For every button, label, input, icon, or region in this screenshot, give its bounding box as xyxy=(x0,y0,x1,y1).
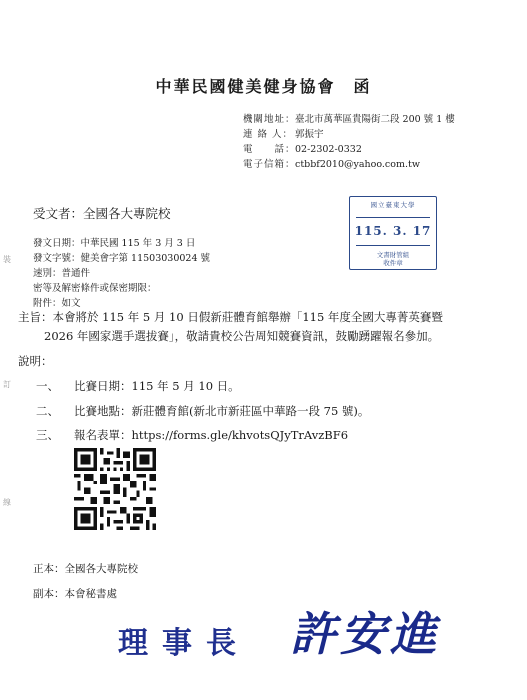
item-number: 三、 xyxy=(36,428,59,442)
carbon-copy-recipient: 副本：本會秘書處 xyxy=(33,588,117,600)
document-title: 中華民國健美健身協會 函 xyxy=(155,77,372,96)
meta-issue-date: 發文日期：中華民國 115 年 3 月 3 日 xyxy=(33,238,196,249)
info-phone xyxy=(243,141,362,155)
list-item xyxy=(36,427,348,443)
info-address-label: 機關地址： xyxy=(243,114,296,125)
chairman-title-stamp: 理事長 xyxy=(118,626,250,661)
info-contact xyxy=(243,126,324,140)
subject-line-1: 主旨：本會將於 115 年 5 月 10 日假新莊體育館舉辦「115 年度全國大專菁英賽暨 xyxy=(18,310,443,324)
main-copy-recipient: 正本：全國各大專院校 xyxy=(33,563,138,575)
info-address-value: 臺北市萬華區貴陽街二段 200 號 1 樓 xyxy=(295,114,455,125)
registration-qr-code[interactable] xyxy=(74,448,156,530)
info-address xyxy=(243,111,455,125)
binding-mark-xian: 線 xyxy=(3,498,11,507)
info-email-value: ctbbf2010@yahoo.com.tw xyxy=(295,159,420,170)
receipt-stamp xyxy=(349,196,437,270)
subject-line-2: 2026 年國家選手選拔賽」，敬請貴校公告周知競賽資訊，鼓勵踴躍報名參加。 xyxy=(44,329,440,343)
item-text: 比賽日期：115 年 5 月 10 日。 xyxy=(74,379,240,393)
info-phone-value: 02-2302-0332 xyxy=(295,144,362,155)
meta-confidentiality: 密等及解密條件或保密期限： xyxy=(33,283,157,294)
info-phone-label: 電 話： xyxy=(243,144,296,155)
stamp-institution: 國立臺東大學 xyxy=(370,201,416,209)
meta-attachment: 附件：如文 xyxy=(33,298,81,309)
meta-urgency: 速別：普通件 xyxy=(33,268,91,279)
item-text: 比賽地點：新莊體育館(新北市新莊區中華路一段 75 號)。 xyxy=(74,404,370,418)
meta-document-number: 發文字號：健美會字第 11503030024 號 xyxy=(33,253,211,264)
list-item xyxy=(36,378,240,394)
stamp-office: 文書財管組 xyxy=(376,251,410,259)
info-contact-label: 連 絡 人： xyxy=(243,129,294,140)
list-item xyxy=(36,403,369,419)
info-email-label: 電子信箱： xyxy=(243,159,296,170)
stamp-divider-top xyxy=(356,217,430,218)
info-contact-value: 郭振宇 xyxy=(295,129,324,140)
binding-mark-ding: 訂 xyxy=(3,380,11,389)
binding-mark-zhuang: 裝 xyxy=(3,255,11,264)
info-email xyxy=(243,156,420,170)
item-number: 一、 xyxy=(36,379,59,393)
recipient: 受文者：全國各大專院校 xyxy=(33,206,171,221)
stamp-label: 收件章 xyxy=(383,259,403,267)
stamp-divider-bottom xyxy=(356,245,430,246)
description-label: 說明： xyxy=(18,354,53,368)
registration-link[interactable]: 報名表單：https://forms.gle/khvotsQJyTrAvzBF6 xyxy=(74,428,349,442)
item-number: 二、 xyxy=(36,404,59,418)
chairman-signature: 許安進 xyxy=(290,607,440,661)
stamp-date: 115. 3. 17 xyxy=(354,224,432,238)
